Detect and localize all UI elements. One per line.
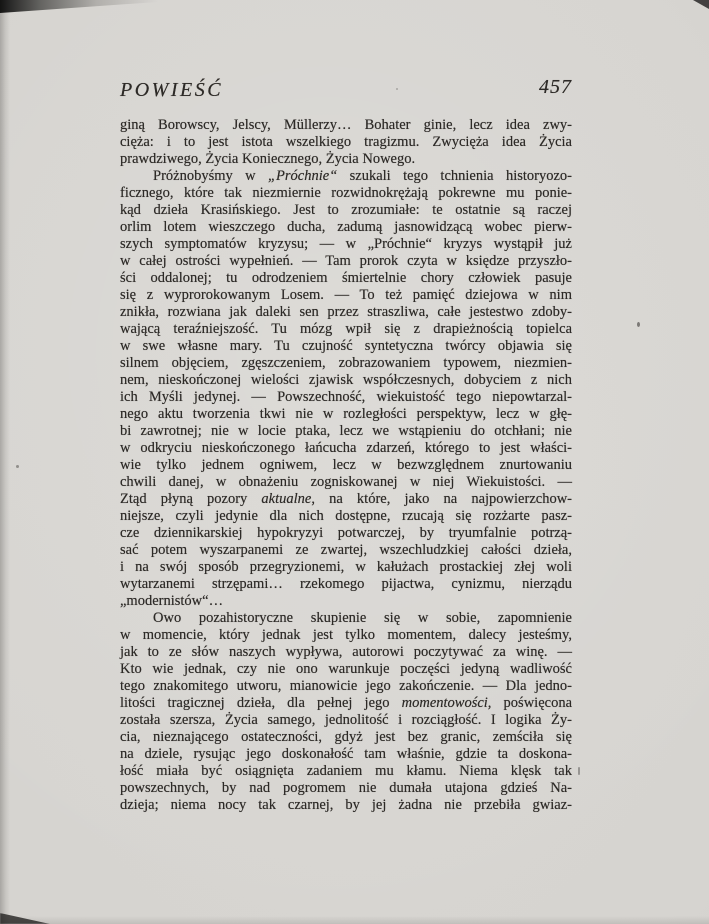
text-segment: , na które, jako na najpowierzchow- (311, 491, 572, 507)
text-line (120, 627, 572, 644)
text-segment: nem, nieskończonej wielości zjawisk współczesnych, dobyciem z nich (120, 372, 572, 388)
text-line (120, 406, 572, 423)
text-line (120, 338, 572, 355)
text-segment: się z wyprorokowanym Losem. — To też pamięć dziejowa w nim (120, 287, 572, 303)
text-line (120, 304, 572, 321)
text-line (120, 525, 572, 542)
text-line (120, 797, 572, 814)
text-segment: Próżnobyśmy w (153, 168, 268, 184)
text-segment: nego aktu tworzenia tkwi nie w rozległości perspektyw, lecz w głę- (120, 406, 572, 422)
text-segment: orlim lotem wieszczego ducha, zadumą jasnowidzącą wobec pierw- (120, 219, 572, 235)
text-segment: ich Myśli jedynej. — Powszechność, wiekuistość tego niepowtarzal- (120, 389, 572, 405)
scan-edge-shadow-bottom (0, 916, 709, 924)
text-segment: w odkryciu nieskończonego łańcucha zdarzeń, którego to jest właści- (120, 440, 572, 456)
text-line (120, 457, 572, 474)
text-line (120, 219, 572, 236)
text-segment: została szersza, Życia samego, jednolitość i rozciągłość. I logika Ży- (120, 712, 572, 728)
text-segment: ficznego, które tak niezmiernie rozwidnokrężają pokrewne mu ponie- (120, 185, 572, 201)
text-line (120, 321, 572, 338)
text-line (120, 270, 572, 287)
page-number: 457 (539, 76, 572, 98)
text-segment: łość miała być osiągnięta zadaniem mu kłamu. Niema klęsk tak (120, 763, 572, 779)
text-segment: Ztąd płyną pozory (120, 491, 262, 507)
text-segment: na dziele, rysując jego doskonałość tam właśnie, gdzie ta doskona- (120, 746, 572, 762)
text-segment: w momencie, który jednak jest tylko momentem, dalecy jesteśmy, (120, 627, 572, 643)
italic-text: momentowości, (401, 695, 492, 711)
text-line (120, 440, 572, 457)
text-line (120, 474, 572, 491)
text-line (120, 185, 572, 202)
text-segment: kąd dzieła Krasińskiego. Jest to zrozumiałe: te ostatnie są raczej (120, 202, 572, 218)
text-line (120, 763, 572, 780)
text-segment: giną Borowscy, Jelscy, Müllerzy… Bohater ginie, lecz idea zwy- (120, 117, 572, 133)
text-segment: i na swój sposób przegryzionemi, w kałużach prostackiej złej woli (120, 559, 572, 575)
text-line (120, 593, 572, 610)
text-segment: wie tylko jednem ogniwem, lecz w bezwzględnem znurtowaniu (120, 457, 572, 473)
text-line (120, 678, 572, 695)
text-segment: sać potem wyszarpanemi ze zwartej, wszechludzkiej całości dzieła, (120, 542, 572, 558)
scan-speck (637, 322, 640, 327)
text-segment: cze dziennikarskiej hypokryzyi potwarczej, by tryumfalnie potrzą- (120, 525, 572, 541)
text-segment: „modernistów“… (120, 593, 224, 609)
scan-speck (16, 465, 19, 468)
text-line (120, 695, 572, 712)
text-line (120, 423, 572, 440)
text-line (120, 236, 572, 253)
text-segment: wytarzanemi strzępami… rzekomego pijactwa, cynizmu, nierządu (120, 576, 572, 592)
text-line (120, 661, 572, 678)
text-segment: w całej ostrości wypełnień. — Tam prorok czyta w księdze przyszło- (120, 253, 572, 269)
scan-speck (396, 88, 398, 90)
text-segment: znikła, rozwiana jak daleki sen przez straszliwa, całe jestestwo zdoby- (120, 304, 572, 320)
text-line (120, 508, 572, 525)
text-line (120, 253, 572, 270)
text-line (120, 746, 572, 763)
text-line (120, 134, 572, 151)
text-segment: bi zawrotnej; nie w locie ptaka, lecz we wstąpieniu do otchłani; nie (120, 423, 572, 439)
scan-artifact-top-left (0, 0, 186, 13)
text-segment: chwili danej, w obnażeniu zogniskowanej w niej Wiekuistości. — (120, 474, 572, 490)
text-line (120, 610, 572, 627)
text-segment: Owo pozahistoryczne skupienie się w sobie, zapomnienie (153, 610, 572, 626)
text-segment: niejsze, czyli jedynie dla nich dostępne, rzucają się rozżarte pasz- (120, 508, 572, 524)
text-segment: dzieja; niema nocy tak czarnej, by jej żadna nie przebiła gwiaz- (120, 797, 572, 813)
text-line (120, 287, 572, 304)
text-segment: tego znakomitego utworu, mianowicie jego zakończenie. — Dla jedno- (120, 678, 572, 694)
text-line (120, 542, 572, 559)
scan-edge-shadow-left (0, 0, 10, 924)
text-segment: silnem objęciem, zgęszczeniem, zobrazowaniem typowem, niezmien- (120, 355, 572, 371)
text-segment: jak to ze słów naszych wypływa, autorowi poczytywać za winę. — (120, 644, 572, 660)
body-text (120, 117, 572, 814)
text-line (120, 729, 572, 746)
italic-text: „Próchnie“ (267, 168, 338, 184)
text-segment: szych symptomatów kryzysu; — w „Próchnie“ kryzys wystąpił już (120, 236, 572, 252)
text-segment: poświęcona (491, 695, 572, 711)
text-line (120, 491, 572, 508)
text-segment: szukali tego tchnienia historyozo- (337, 168, 572, 184)
text-segment: wającą teraźniejszość. Tu mózg wpił się z drapieżnością topielca (120, 321, 572, 337)
page-header (120, 76, 572, 102)
text-line (120, 355, 572, 372)
text-line (120, 780, 572, 797)
text-line (120, 168, 572, 185)
running-head-title: POWIEŚĆ (120, 79, 224, 101)
text-segment: ści oddalonej; tu odrodzeniem śmiertelnie chory człowiek pasuje (120, 270, 572, 286)
text-segment: litości tragicznej dzieła, dla pełnej jego (120, 695, 402, 711)
text-line (120, 712, 572, 729)
text-segment: cia, nieznającego ostateczności, gdyż jest bez granic, zemściła się (120, 729, 572, 745)
text-line (120, 389, 572, 406)
text-line (120, 644, 572, 661)
text-segment: powszechnych, by nad pogromem nie dumała utajona gdzieś Na- (120, 780, 572, 796)
text-segment: prawdziwego, Życia Koniecznego, Życia Nowego. (120, 151, 416, 167)
scan-speck (578, 767, 580, 775)
text-line (120, 559, 572, 576)
scan-artifact-top-right (693, 0, 709, 9)
italic-text: aktualne (261, 491, 312, 507)
text-segment: w swe własne mary. Tu czujność syntetyczna twórcy objawia się (120, 338, 572, 354)
text-segment: cięża: i to jest istota wszelkiego tragizmu. Zwycięża idea Życia (120, 134, 572, 150)
text-segment: Kto wie jednak, czy nie ono warunkuje poczęści jedyną wadliwość (120, 661, 572, 677)
text-line (120, 151, 572, 168)
text-line (120, 202, 572, 219)
text-line (120, 117, 572, 134)
text-line (120, 576, 572, 593)
text-line (120, 372, 572, 389)
